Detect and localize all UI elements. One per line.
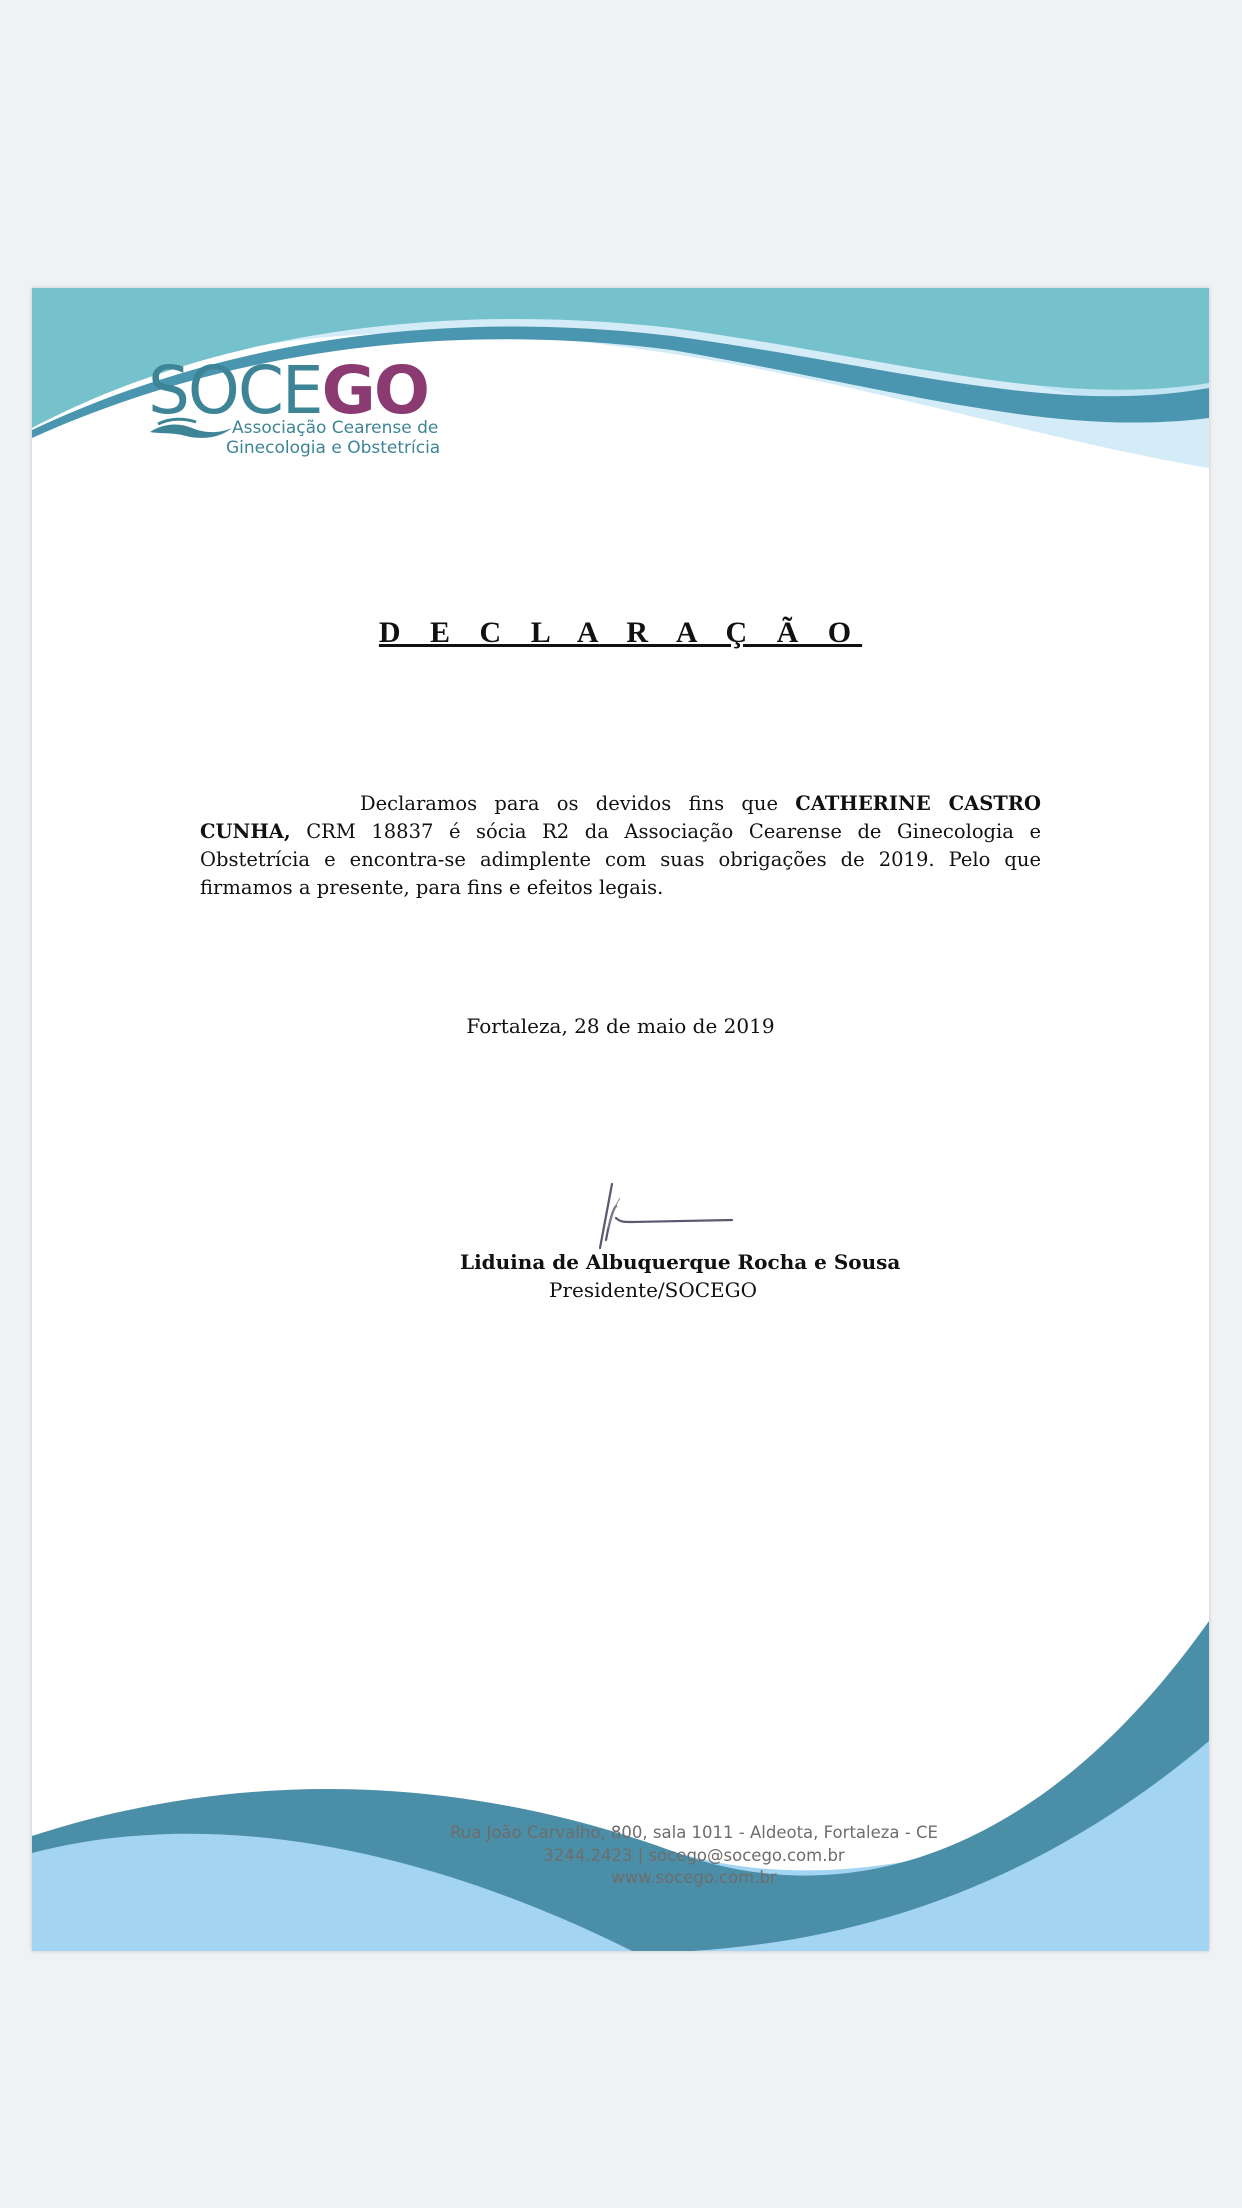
signer-role: Presidente/SOCEGO bbox=[549, 1278, 758, 1302]
footer-address: Rua João Carvalho, 800, sala 1011 - Aldeota, Fortaleza - CE bbox=[450, 1823, 938, 1842]
hand-wave-icon bbox=[148, 410, 234, 440]
document-title: D E C L A R A Ç Ã O bbox=[378, 616, 863, 649]
date-line: Fortaleza, 28 de maio de 2019 bbox=[466, 1014, 775, 1038]
signer-name: Liduina de Albuquerque Rocha e Sousa bbox=[460, 1250, 901, 1274]
declaration-body: Declaramos para os devidos fins que CATHERINE CASTRO CUNHA, CRM 18837 é sócia R2 da Associação Cearense de Ginecologia e Obstetrícia e encontra-se adimplente com suas obrigações de 2019. Pelo que firmamos a presente, para fins e efeitos legais. bbox=[200, 792, 1041, 899]
socego-logo bbox=[148, 352, 538, 458]
document-page bbox=[32, 288, 1209, 1951]
signature-mark bbox=[572, 1178, 742, 1258]
logo-subtitle: Associação Cearense de Ginecologia e Obstetrícia bbox=[226, 418, 441, 458]
footer-website: www.socego.com.br bbox=[611, 1868, 777, 1887]
footer-contact-info: 3244.2423 | socego@socego.com.br bbox=[543, 1845, 845, 1865]
footer-wave-decoration bbox=[32, 1621, 1209, 1951]
member-name: CATHERINE CASTRO CUNHA, bbox=[200, 792, 1041, 843]
footer-contact bbox=[444, 1822, 944, 1890]
logo-wordmark: SOCEGO bbox=[148, 352, 428, 429]
